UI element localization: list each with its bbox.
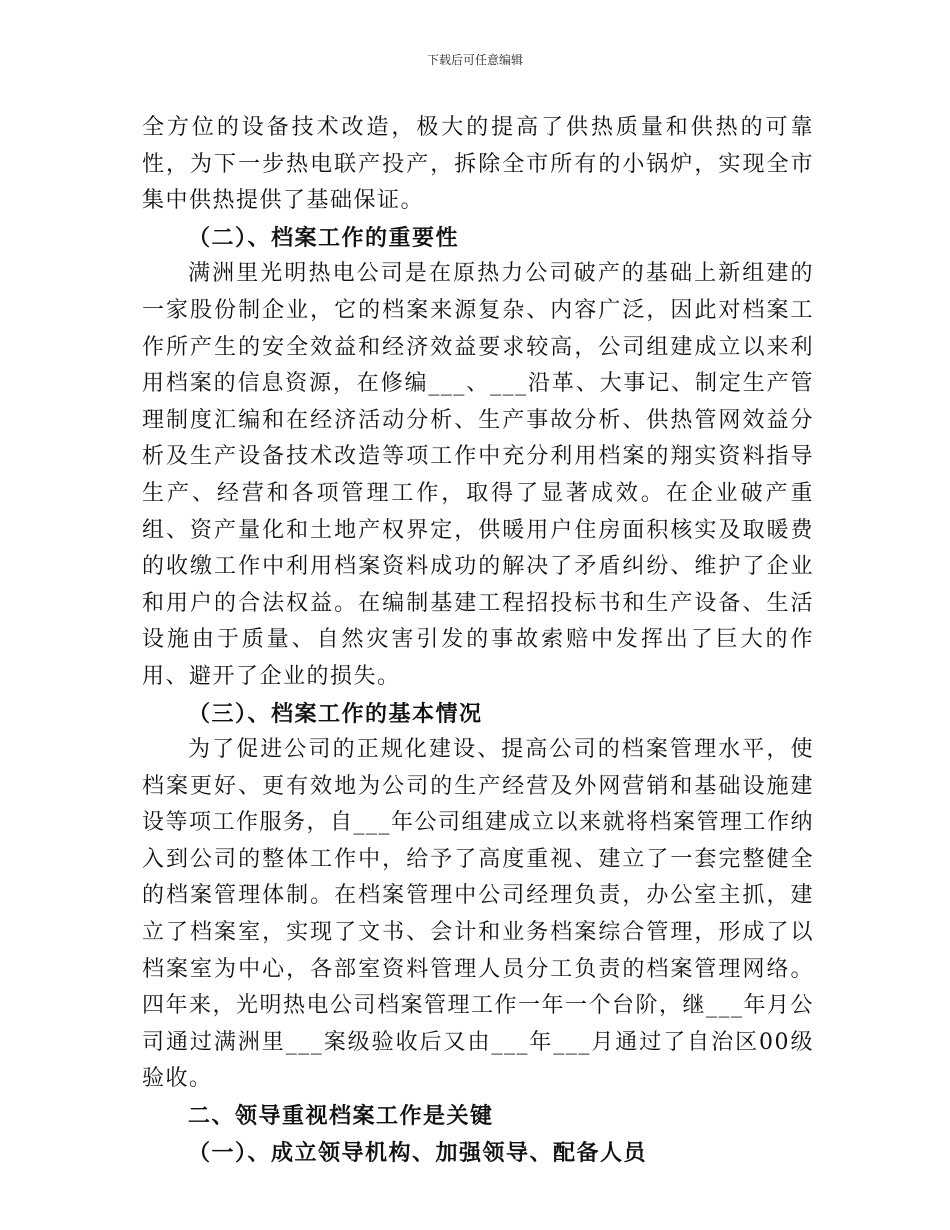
paragraph-continuation: 全方位的设备技术改造，极大的提高了供热质量和供热的可靠性，为下一步热电联产投产，拆除全市所有的小锅炉，实现全市集中供热提供了基础保证。: [142, 115, 814, 214]
chapter-heading-leadership: 二、领导重视档案工作是关键: [188, 1103, 494, 1130]
page-header-note: 下载后可任意编辑: [426, 53, 523, 67]
section-heading-basic-situation: （三）、档案工作的基本情况: [188, 700, 483, 727]
section-heading-organization: （一）、成立领导机构、加强领导、配备人员: [188, 1139, 648, 1166]
paragraph-basic-situation: 为了促进公司的正规化建设、提高公司的档案管理水平，使档案更好、更有效地为公司的生产经营及外网营销和基础设施建设等项工作服务，自___年公司组建成立以来就将档案管理工作纳入到公司的整体工作中，给予了高度重视、建立了一套完整健全的档案管理体制。在档案管理中公司经理负责，办公室主抓，建立了档案室，实现了文书、会计和业务档案综合管理，形成了以档案室为中心，各部室资料管理人员分工负责的档案管理网络。四年来，光明热电公司档案管理工作一年一个台阶，继___年月公司通过满洲里___案级验收后又由___年___月通过了自治区00级验收。: [142, 737, 815, 1092]
document-body: [142, 110, 814, 1171]
paragraph-importance: 满洲里光明热电公司是在原热力公司破产的基础上新组建的一家股份制企业，它的档案来源复杂、内容广泛，因此对档案工作所产生的安全效益和经济效益要求较高，公司组建成立以来利用档案的信息资源，在修编___、___沿革、大事记、制定生产管理制度汇编和在经济活动分析、生产事故分析、供热管网效益分析及生产设备技术改造等项工作中充分利用档案的翔实资料指导生产、经营和各项管理工作，取得了显著成效。在企业破产重组、资产量化和土地产权界定，供暖用户住房面积核实及取暖费的收缴工作中利用档案资料成功的解决了矛盾纠纷、维护了企业和用户的合法权益。在编制基建工程招投标书和生产设备、生活设施由于质量、自然灾害引发的事故索赔中发挥出了巨大的作用、避开了企业的损失。: [142, 261, 814, 689]
section-heading-importance: （二）、档案工作的重要性: [188, 224, 460, 251]
